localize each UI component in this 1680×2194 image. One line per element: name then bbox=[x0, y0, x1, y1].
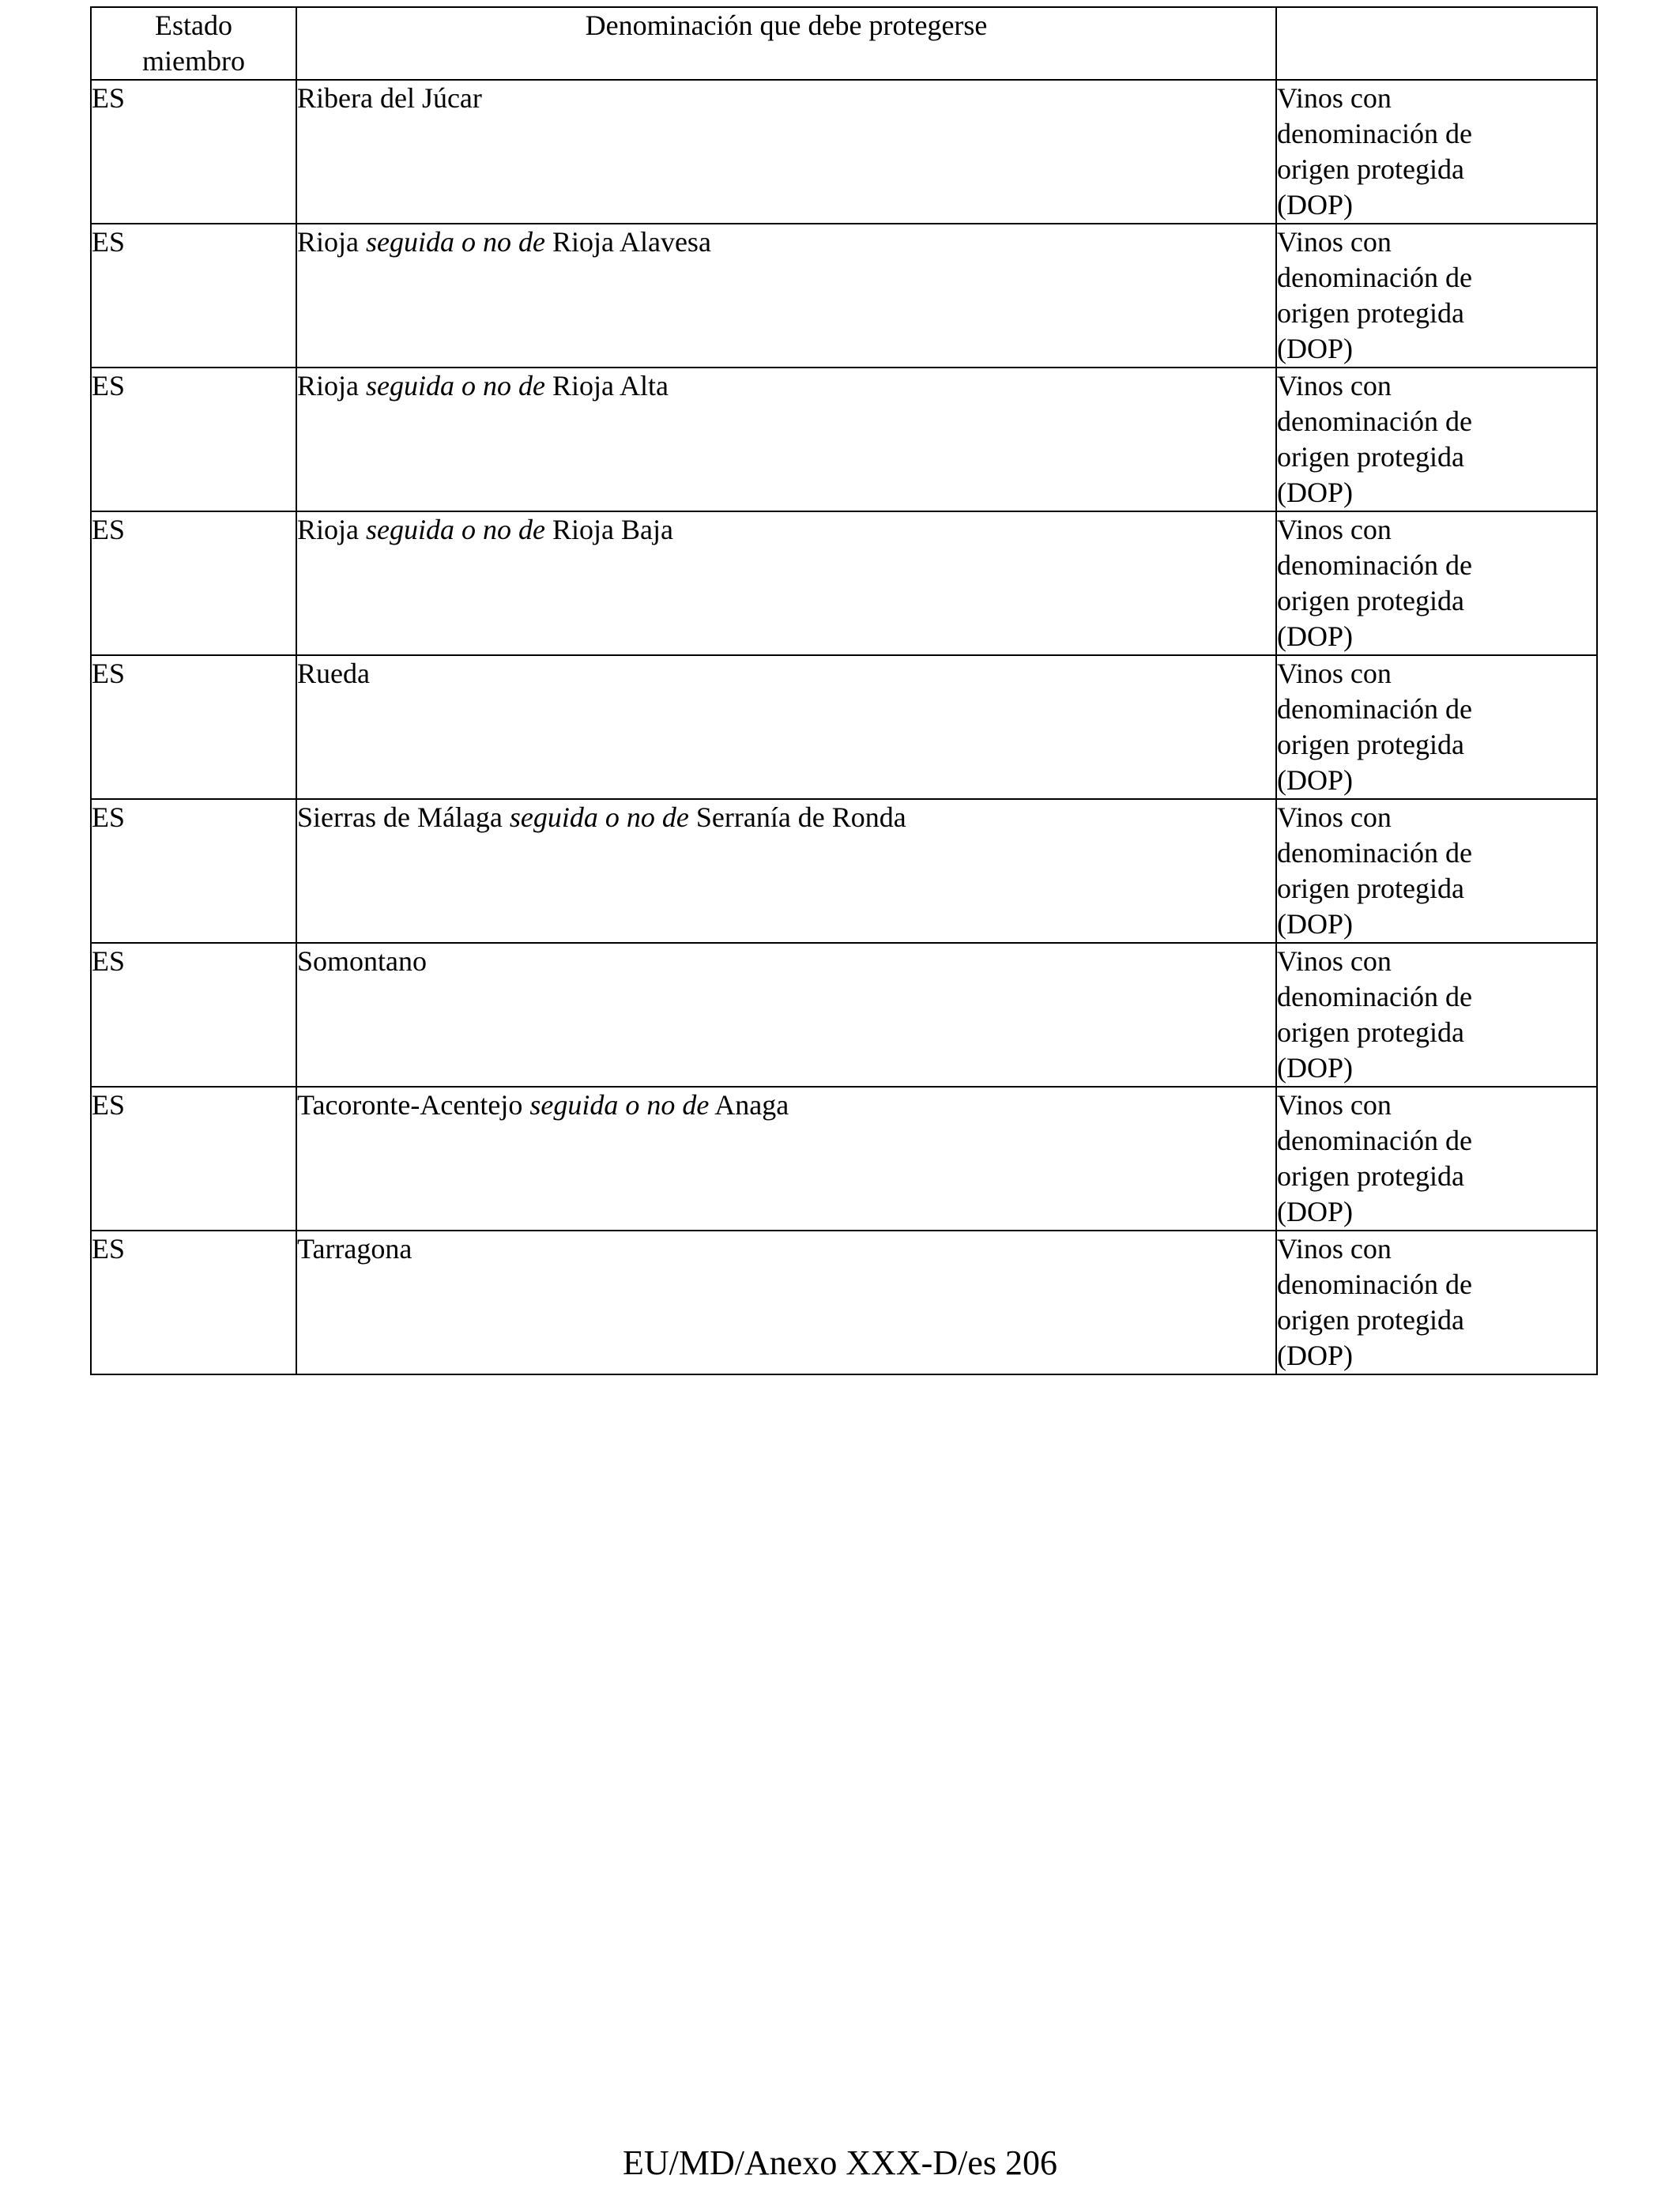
name-primary: Rioja bbox=[297, 514, 366, 545]
table-header-row bbox=[91, 7, 1597, 80]
header-member-state-line1: Estado bbox=[155, 9, 232, 41]
name-primary: Tacoronte-Acentejo bbox=[297, 1089, 530, 1121]
name-subzone: Rioja Alta bbox=[544, 370, 669, 401]
cell-category: Vinos con denominación de origen protegida (DOP) bbox=[1276, 224, 1597, 368]
name-primary: Tarragona bbox=[297, 1233, 412, 1265]
table-row bbox=[91, 368, 1597, 511]
cell-member-state: ES bbox=[91, 80, 296, 224]
header-category bbox=[1276, 7, 1597, 80]
cell-category: Vinos con denominación de origen protegida (DOP) bbox=[1276, 1231, 1597, 1374]
cell-member-state: ES bbox=[91, 224, 296, 368]
table-row bbox=[91, 1231, 1597, 1374]
cell-protected-name bbox=[296, 224, 1276, 368]
name-subzone: Serranía de Ronda bbox=[688, 801, 906, 833]
cell-member-state: ES bbox=[91, 655, 296, 799]
name-subzone: Rioja Baja bbox=[544, 514, 673, 545]
name-primary: Rioja bbox=[297, 226, 366, 258]
table-row bbox=[91, 943, 1597, 1087]
name-primary: Sierras de Málaga bbox=[297, 801, 510, 833]
cell-member-state: ES bbox=[91, 799, 296, 943]
name-connector: seguida o no de bbox=[529, 1089, 710, 1121]
name-connector: seguida o no de bbox=[366, 370, 545, 401]
header-member-state bbox=[91, 7, 296, 80]
name-subzone: Rioja Alavesa bbox=[544, 226, 711, 258]
cell-protected-name bbox=[296, 655, 1276, 799]
page-footer-reference: EU/MD/Anexo XXX-D/es 206 bbox=[623, 2143, 1057, 2182]
cell-category: Vinos con denominación de origen protegida (DOP) bbox=[1276, 655, 1597, 799]
table-row bbox=[91, 655, 1597, 799]
cell-protected-name bbox=[296, 368, 1276, 511]
table-row bbox=[91, 799, 1597, 943]
table-row bbox=[91, 1087, 1597, 1231]
cell-category: Vinos con denominación de origen protegida (DOP) bbox=[1276, 943, 1597, 1087]
name-primary: Ribera del Júcar bbox=[297, 82, 482, 114]
cell-protected-name bbox=[296, 511, 1276, 655]
table-row bbox=[91, 80, 1597, 224]
table-body bbox=[91, 80, 1597, 1374]
cell-protected-name bbox=[296, 80, 1276, 224]
cell-member-state: ES bbox=[91, 1087, 296, 1231]
name-primary: Somontano bbox=[297, 945, 428, 977]
cell-category: Vinos con denominación de origen protegida (DOP) bbox=[1276, 1087, 1597, 1231]
cell-category: Vinos con denominación de origen protegida (DOP) bbox=[1276, 799, 1597, 943]
name-primary: Rioja bbox=[297, 370, 366, 401]
cell-category: Vinos con denominación de origen protegida (DOP) bbox=[1276, 80, 1597, 224]
header-protected-name: Denominación que debe protegerse bbox=[296, 7, 1276, 80]
protected-names-table bbox=[90, 6, 1598, 1375]
name-connector: seguida o no de bbox=[366, 514, 545, 545]
cell-protected-name bbox=[296, 1231, 1276, 1374]
cell-member-state: ES bbox=[91, 943, 296, 1087]
cell-member-state: ES bbox=[91, 1231, 296, 1374]
cell-member-state: ES bbox=[91, 511, 296, 655]
cell-category: Vinos con denominación de origen protegida (DOP) bbox=[1276, 511, 1597, 655]
table-row bbox=[91, 511, 1597, 655]
name-primary: Rueda bbox=[297, 658, 370, 689]
cell-protected-name bbox=[296, 799, 1276, 943]
header-member-state-line2: miembro bbox=[142, 45, 245, 77]
cell-protected-name bbox=[296, 1087, 1276, 1231]
name-connector: seguida o no de bbox=[366, 226, 545, 258]
cell-category: Vinos con denominación de origen protegida (DOP) bbox=[1276, 368, 1597, 511]
table-row bbox=[91, 224, 1597, 368]
name-subzone: Anaga bbox=[709, 1089, 789, 1121]
cell-member-state: ES bbox=[91, 368, 296, 511]
name-connector: seguida o no de bbox=[509, 801, 689, 833]
cell-protected-name bbox=[296, 943, 1276, 1087]
